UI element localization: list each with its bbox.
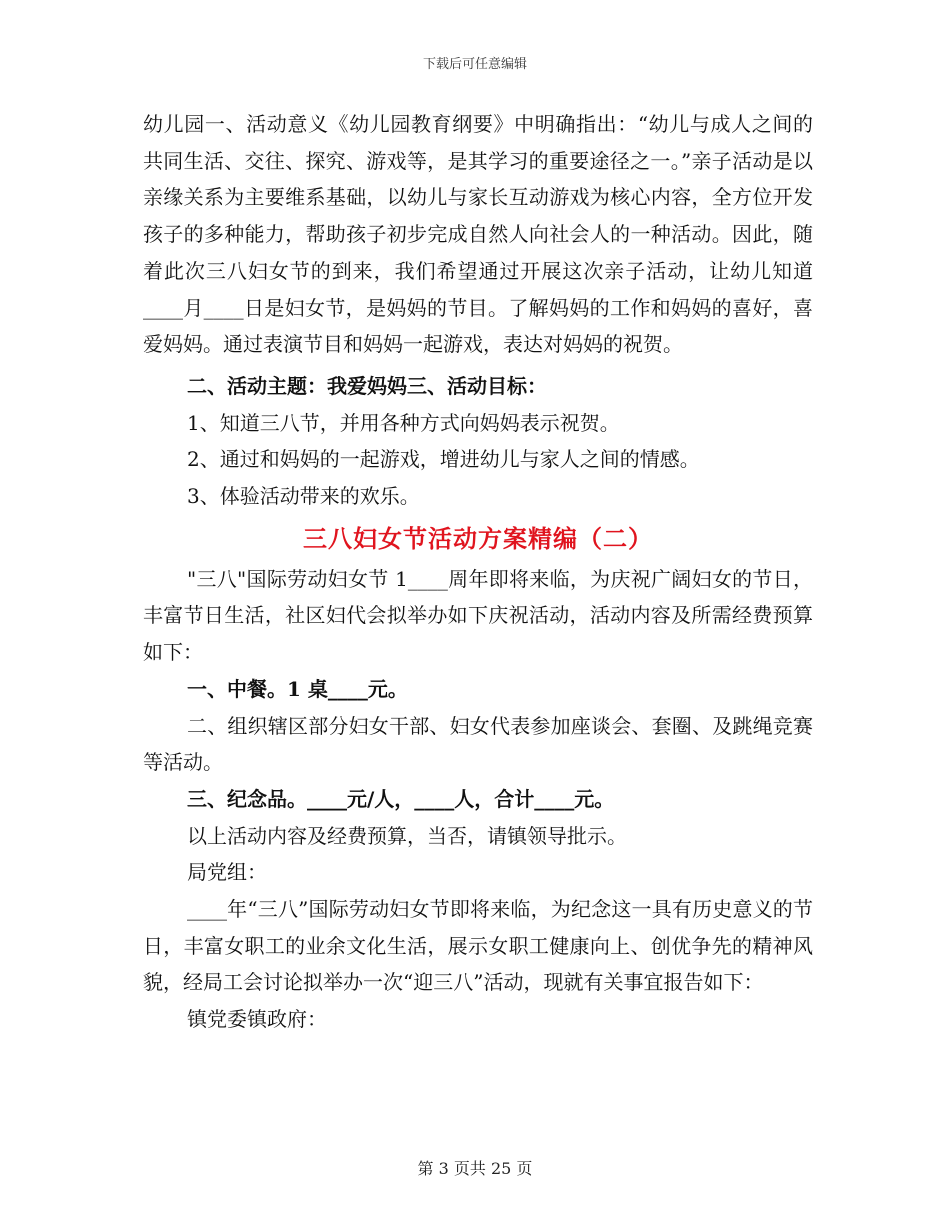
budget-item-3: 三、纪念品。____元/人，____人，合计____元。 xyxy=(187,786,615,811)
addressee-1: 局党组： xyxy=(187,860,267,885)
section1-theme-heading: 二、活动主题：我爱妈妈三、活动目标： xyxy=(187,373,547,398)
report-paragraph: ____年“三八”国际劳动妇女节即将来临，为纪念这一具有历史意义的节日，丰富女职工的业余文化生活，展示女职工健康向上、创优争先的精神风貌，经局工会讨论拟举办一次“迎三八”活动，现就有关事宜报告如下： xyxy=(143,897,813,995)
addressee-2: 镇党委镇政府： xyxy=(187,1007,327,1032)
section1-intro-paragraph: 幼儿园一、活动意义《幼儿园教育纲要》中明确指出：“幼儿与成人之间的共同生活、交往、探究、游戏等，是其学习的重要途径之一。”亲子活动是以亲缘关系为主要维系基础，以幼儿与家长互动游戏为核心内容，全方位开发孩子的多种能力，帮助孩子初步完成自然人向社会人的一种活动。因此，随着此次三八妇女节的到来，我们希望通过开展这次亲子活动，让幼儿知道____月____日是妇女节，是妈妈的节目。了解妈妈的工作和妈妈的喜好，喜爱妈妈。通过表演节目和妈妈一起游戏，表达对妈妈的祝贺。 xyxy=(143,112,813,357)
document-body xyxy=(143,106,813,1038)
closing-line: 以上活动内容及经费预算，当否，请镇领导批示。 xyxy=(187,823,627,848)
goal-item-2: 2、通过和妈妈的一起游戏，增进幼儿与家人之间的情感。 xyxy=(187,447,700,472)
page-footer: 第 3 页共 25 页 xyxy=(417,1159,533,1178)
budget-item-1: 一、中餐。1 桌____元。 xyxy=(187,676,408,701)
budget-item-2: 二、组织辖区部分妇女干部、妇女代表参加座谈会、套圈、及跳绳竞赛等活动。 xyxy=(143,713,813,775)
section2-title: 三八妇女节活动方案精编（二） xyxy=(303,523,653,553)
goal-item-3: 3、体验活动带来的欢乐。 xyxy=(187,484,420,509)
section2-intro-paragraph: "三八"国际劳动妇女节 1____周年即将来临，为庆祝广阔妇女的节日，丰富节日生活，社区妇代会拟举办如下庆祝活动，活动内容及所需经费预算如下： xyxy=(143,566,813,665)
goal-item-1: 1、知道三八节，并用各种方式向妈妈表示祝贺。 xyxy=(187,410,620,435)
page-header: 下载后可任意编辑 xyxy=(422,57,527,72)
